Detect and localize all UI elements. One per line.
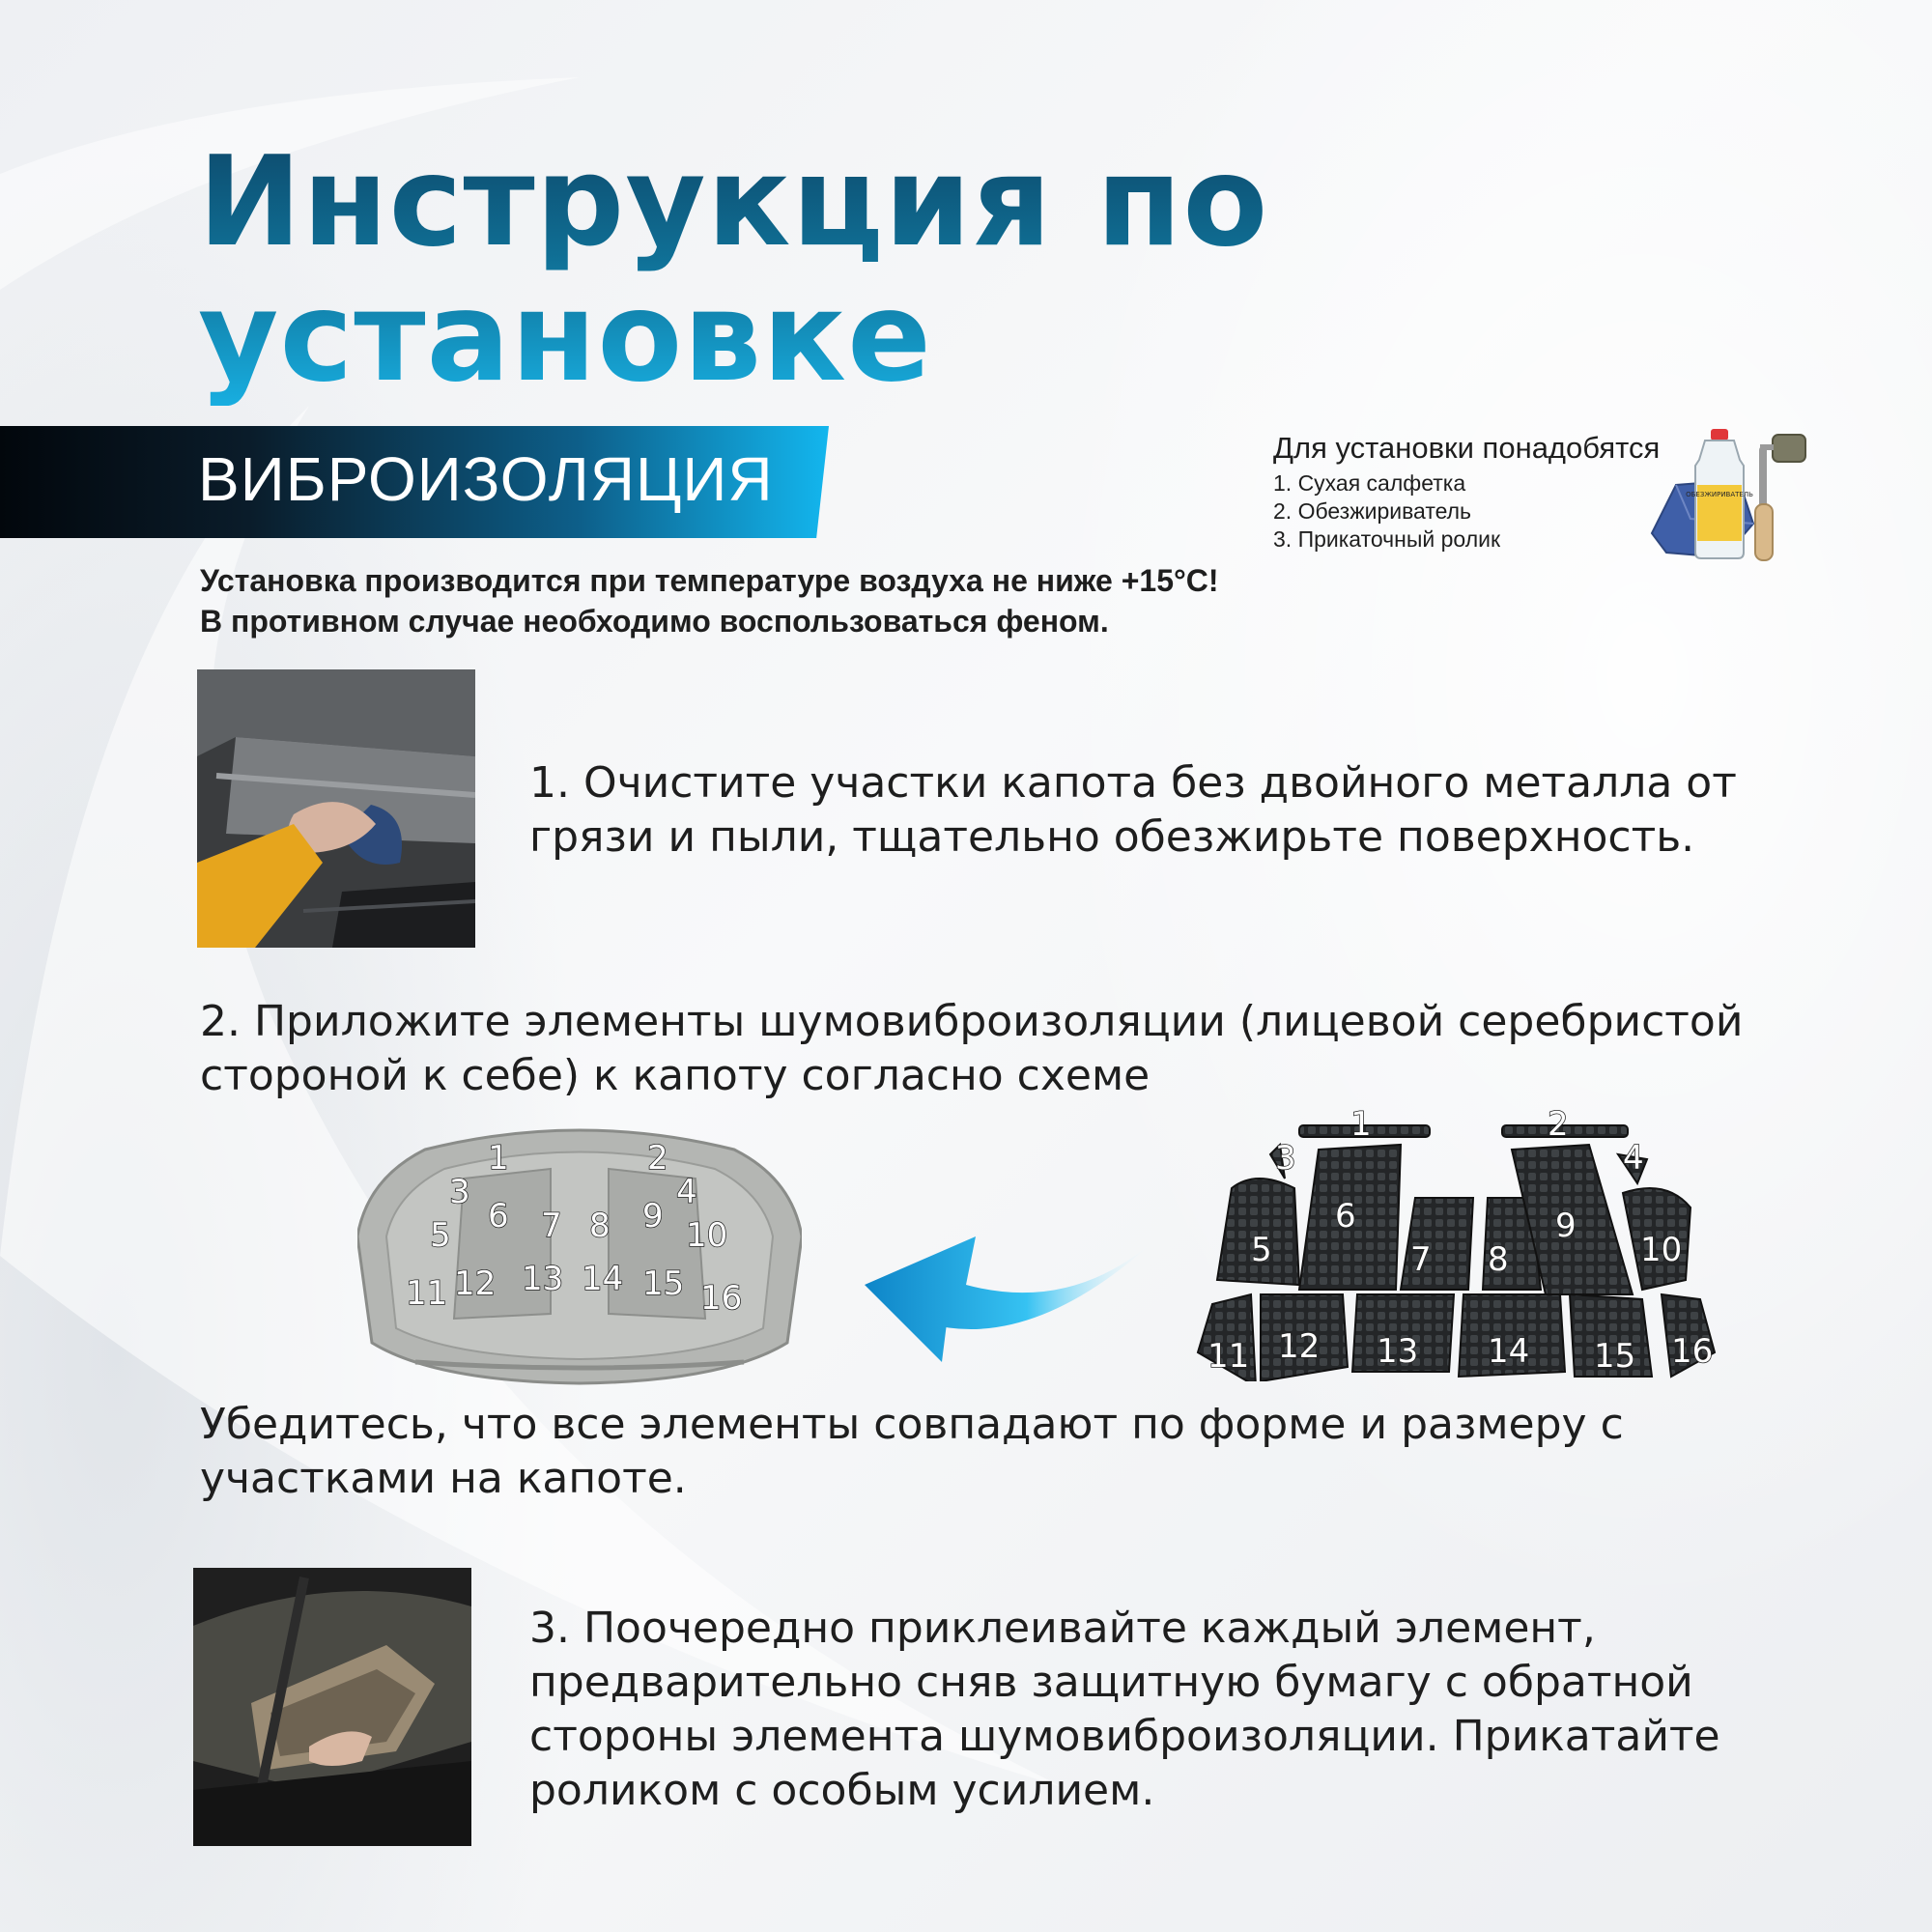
hood-diagram: [357, 1121, 802, 1386]
roller-icon: [1773, 435, 1805, 462]
section-banner-label: ВИБРОИЗОЛЯЦИЯ: [198, 444, 774, 514]
warning-line-2: В противном случае необходимо воспользоваться феном.: [200, 604, 1109, 639]
title-line-2: установке: [198, 266, 932, 410]
hood-number-label: 5: [430, 1216, 451, 1255]
pieces-diagram: [1179, 1101, 1758, 1381]
piece-number-label: 15: [1594, 1337, 1636, 1376]
piece-number-label: 4: [1623, 1139, 1644, 1178]
piece-number-label: 9: [1555, 1207, 1577, 1245]
hood-number-label: 3: [449, 1173, 470, 1211]
hood-number-label: 10: [686, 1216, 728, 1255]
piece-number-label: 5: [1251, 1231, 1272, 1269]
piece-number-label: 14: [1488, 1332, 1530, 1371]
piece-number-label: 1: [1350, 1105, 1372, 1144]
step3-line-4: роликом с особым усилием.: [529, 1766, 1155, 1815]
hood-number-label: 6: [488, 1197, 509, 1236]
hood-number-label: 8: [589, 1207, 611, 1245]
step3-line-1: 3. Поочередно приклеивайте каждый элемент,: [529, 1604, 1596, 1653]
step2-text: [200, 995, 1743, 1103]
piece-number-label: 10: [1640, 1231, 1683, 1269]
hood-number-label: 14: [582, 1260, 624, 1298]
arrow-icon: [860, 1227, 1169, 1372]
check-line-1: Убедитесь, что все элементы совпадают по форме и размеру с: [200, 1400, 1624, 1449]
hood-number-label: 13: [522, 1260, 564, 1298]
supplies-item: 3. Прикаточный ролик: [1273, 526, 1501, 552]
supplies-illustration: [1647, 427, 1821, 562]
piece-number-label: 12: [1278, 1327, 1321, 1366]
piece-number-label: 3: [1275, 1139, 1296, 1178]
step2-line-1: 2. Приложите элементы шумовиброизоляции (лицевой серебристой: [200, 997, 1744, 1046]
bottle-cap-icon: [1711, 429, 1728, 440]
supplies-title: Для установки понадобятся: [1273, 431, 1661, 465]
temperature-warning: [200, 560, 1219, 641]
supplies-item: 1. Сухая салфетка: [1273, 470, 1466, 496]
step3-line-3: стороны элемента шумовиброизоляции. Прикатайте: [529, 1712, 1720, 1761]
step1-text: [529, 756, 1737, 865]
hood-number-label: 9: [642, 1197, 664, 1236]
hood-number-label: 1: [488, 1139, 509, 1178]
page-title: [198, 130, 1269, 410]
piece-number-label: 2: [1548, 1105, 1569, 1144]
hood-number-label: 4: [676, 1173, 697, 1211]
piece-number-label: 8: [1488, 1240, 1509, 1279]
piece-number-label: 13: [1377, 1332, 1419, 1371]
piece-number-label: 11: [1208, 1337, 1250, 1376]
title-line-1: Инструкция по: [198, 130, 1269, 274]
step1-photo: [197, 669, 475, 948]
supplies-item: 2. Обезжириватель: [1273, 498, 1472, 524]
piece-number-label: 7: [1410, 1240, 1432, 1279]
supplies-list: [1273, 469, 1660, 554]
hood-number-label: 12: [454, 1264, 497, 1303]
hood-number-label: 16: [700, 1279, 743, 1318]
hood-number-label: 11: [406, 1274, 448, 1313]
step3-text: [529, 1602, 1720, 1818]
step1-line-2: грязи и пыли, тщательно обезжирьте поверхность.: [529, 812, 1695, 862]
hood-number-label: 7: [541, 1207, 562, 1245]
step3-photo: [193, 1568, 471, 1846]
step2-line-2: стороной к себе) к капоту согласно схеме: [200, 1051, 1151, 1100]
hood-number-label: 2: [647, 1139, 668, 1178]
step1-line-1: 1. Очистите участки капота без двойного металла от: [529, 758, 1737, 808]
supplies-block: [1273, 431, 1660, 554]
warning-line-1: Установка производится при температуре воздуха не ниже +15°C!: [200, 563, 1219, 598]
step3-line-2: предварительно сняв защитную бумагу с обратной: [529, 1658, 1693, 1707]
piece-number-label: 6: [1335, 1197, 1356, 1236]
piece-number-label: 16: [1671, 1332, 1714, 1371]
hood-number-label: 15: [642, 1264, 685, 1303]
check-line-2: участками на капоте.: [200, 1454, 687, 1503]
bottle-label: ОБЕЗЖИРИВАТЕЛЬ: [1686, 491, 1753, 498]
check-text: [200, 1398, 1624, 1506]
